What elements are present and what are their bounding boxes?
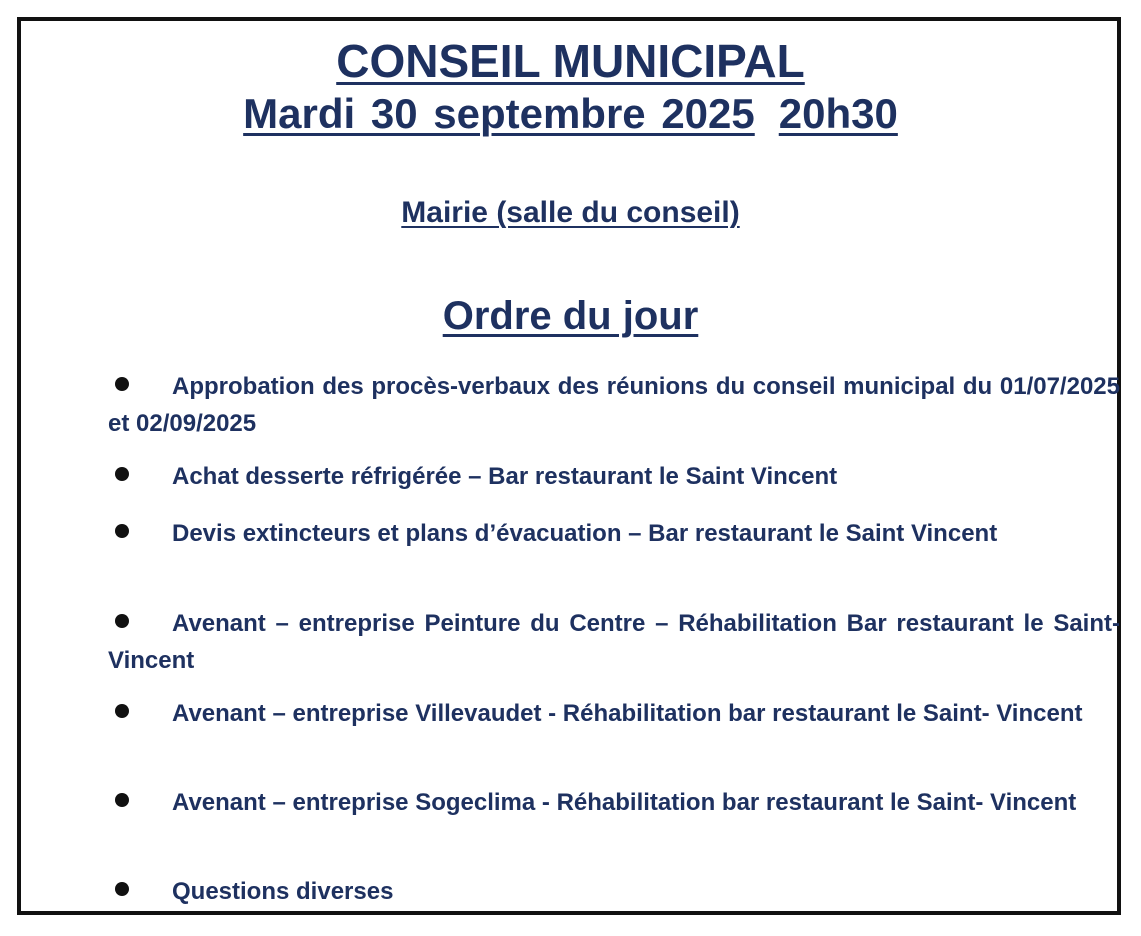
bullet-icon xyxy=(115,614,129,628)
agenda-item-text: Approbation des procès-verbaux des réunions du conseil municipal du 01/07/2025 et 02/09/2025 xyxy=(108,373,1120,437)
agenda-item-text: Avenant – entreprise Sogeclima - Réhabilitation bar restaurant le Saint- Vincent xyxy=(172,789,1077,816)
agenda-item xyxy=(108,368,1120,442)
agenda-item xyxy=(108,605,1120,679)
agenda-item-text: Questions diverses xyxy=(172,878,394,905)
bullet-icon xyxy=(115,704,129,718)
agenda-item-text: Avenant – entreprise Villevaudet - Réhabilitation bar restaurant le Saint- Vincent xyxy=(172,700,1083,727)
agenda-item xyxy=(108,784,1120,821)
bullet-icon xyxy=(115,377,129,391)
agenda-item-text: Devis extincteurs et plans d’évacuation – Bar restaurant le Saint Vincent xyxy=(172,520,998,547)
agenda-heading: Ordre du jour xyxy=(442,294,699,338)
agenda-item xyxy=(108,458,1120,495)
agenda-item xyxy=(108,515,1120,552)
agenda-item xyxy=(108,695,1120,732)
document-title: CONSEIL MUNICIPAL xyxy=(336,35,805,87)
agenda-item-text: Avenant – entreprise Peinture du Centre – Réhabilitation Bar restaurant le Saint- Vincent xyxy=(108,610,1120,674)
bullet-icon xyxy=(115,882,129,896)
bullet-icon xyxy=(115,524,129,538)
meeting-time: 20h30 xyxy=(778,90,898,137)
meeting-datetime xyxy=(0,88,1141,140)
bullet-icon xyxy=(115,467,129,481)
agenda-item xyxy=(108,873,1120,910)
agenda-item-text: Achat desserte réfrigérée – Bar restaurant le Saint Vincent xyxy=(172,463,838,490)
meeting-date: Mardi 30 septembre 2025 xyxy=(243,90,755,137)
meeting-location: Mairie (salle du conseil) xyxy=(401,196,740,229)
bullet-icon xyxy=(115,793,129,807)
